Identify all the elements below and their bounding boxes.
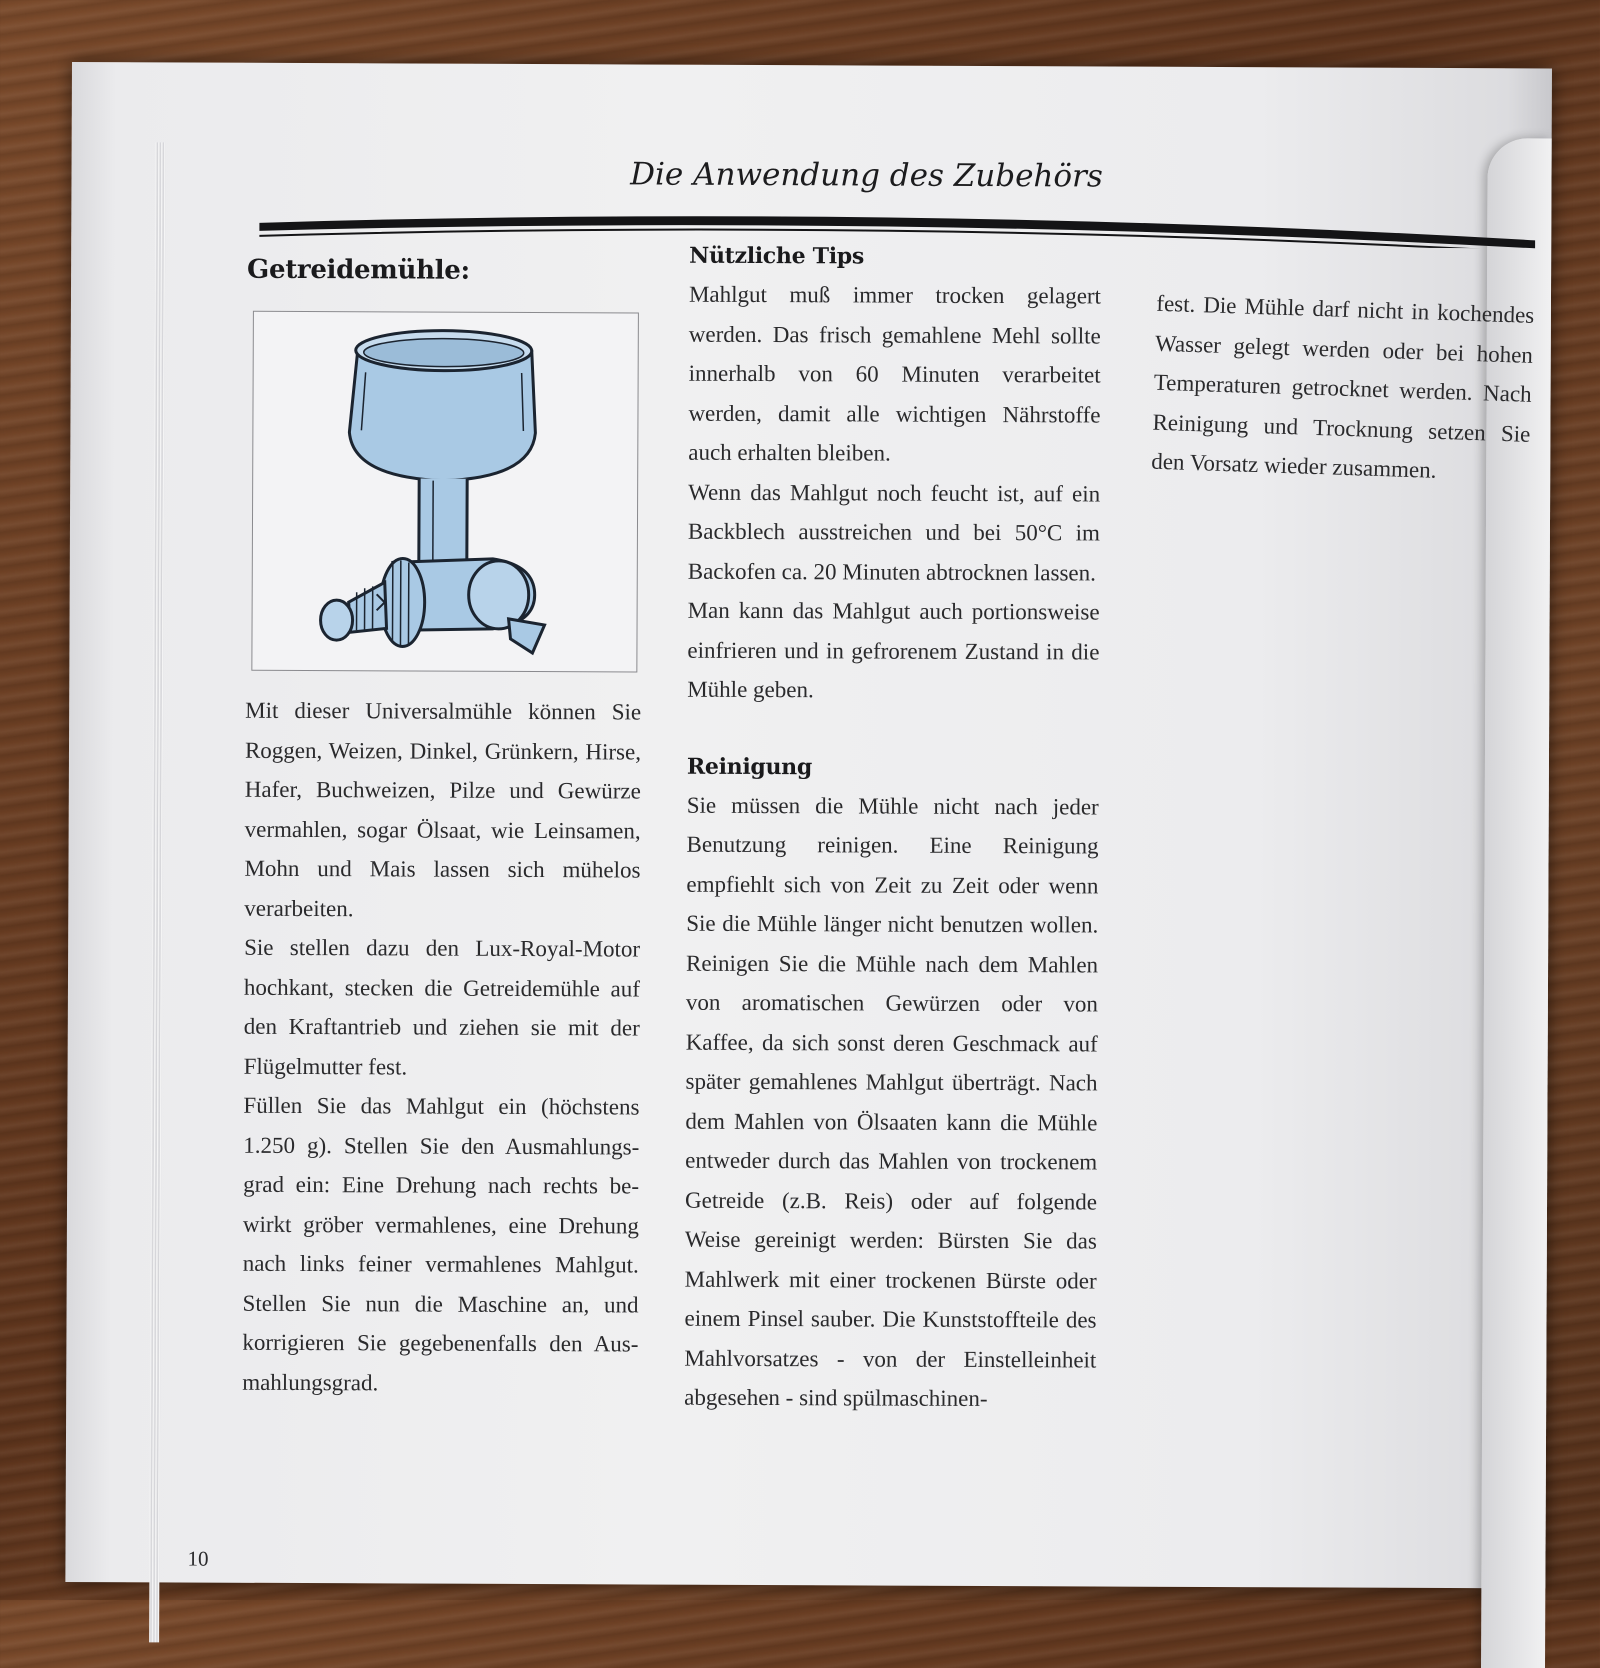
page-number: 10 — [187, 1546, 209, 1571]
book-page — [65, 62, 1552, 1588]
paragraph: Füllen Sie das Mahlgut ein (höchstens 1.250 g). Stellen Sie den Ausmahlungsgrad ein: Eine Drehung nach rechts bewirkt gröber vermahlenes, eine Drehung nach links feiner vermahlenes Mahlgut. Stellen Sie nun die Maschine an, und korrigieren Sie gegebenenfalls den Ausmahlungsgrad. — [242, 1092, 640, 1395]
middle-column — [684, 237, 1101, 1419]
section-heading-tips: Nützliche Tips — [689, 242, 865, 270]
page-stack-edge — [149, 142, 166, 1642]
grain-mill-illustration — [251, 311, 639, 673]
right-column — [1151, 284, 1535, 494]
paragraph: Mahlgut muß immer trocken gelagert werden. Das frisch gemahlene Mehl sollte innerhalb von 60 Minuten verarbeitet werden, damit alle wichtigen Nährstoffe auch erhalten bleiben. — [688, 281, 1102, 466]
paragraph: Man kann das Mahlgut auch portionsweise einfrieren und in gefrorenem Zustand in die Mühle geben. — [687, 597, 1100, 703]
left-column — [242, 247, 643, 1404]
paragraph: Sie müssen die Mühle nicht nach jeder Benutzung reinigen. Eine Reinigung empfiehlt sich von Zeit zu Zeit oder wenn Sie die Mühle länger nicht benutzen wollen. Reinigen Sie die Mühle nach dem Mahlen von aromatischen Gewürzen oder von Kaffee, da sich sonst deren Geschmack auf später gemahlenes Mahlgut überträgt. Nach dem Mahlen von Ölsaaten kann die Mühle entweder durch das Mahlen von trockenem Getreide (z.B. Reis) oder auf folgende Weise gereinigt werden: Bürsten Sie das Mahlwerk mit einer trockenen Bürste oder einem Pinsel sauber. Die Kunststoffteile des Mahlvorsatzes - von der Einstelleinheit abgesehen - sind spülmaschinen- — [684, 792, 1099, 1412]
grain-mill-icon — [252, 312, 638, 672]
paragraph: fest. Die Mühle darf nicht in kochendes Wasser gelegt werden oder bei hohen Temperaturen getrocknet werden. Nach Reinigung und Trocknung setzen Sie den Vorsatz wieder zusammen. — [1150, 290, 1535, 483]
running-title: Die Anwendung des Zubehörs — [630, 156, 1103, 195]
section-heading-cleaning: Reinigung — [686, 753, 813, 780]
paragraph: Mit dieser Universalmühle können Sie Roggen, Weizen, Dinkel, Grünkern, Hirse, Hafer, Buchweizen, Pilze und Gewürze vermahlen, sogar Ölsaat, wie Leinsamen, Mohn und Mais lassen sich mühelos verarbeiten. — [244, 697, 642, 921]
section-heading-grain-mill: Getreidemühle: — [247, 254, 470, 286]
paragraph: Wenn das Mahlgut noch feucht ist, auf ein Backblech ausstreichen und bei 50°C im Backofen ca. 20 Minuten abtrocknen lassen. — [687, 479, 1101, 585]
paragraph: Sie stellen dazu den Lux-Royal-Motor hochkant, stecken die Getreidemühle auf den Kraftantrieb und ziehen sie mit der Flügelmutter fest. — [243, 934, 641, 1079]
